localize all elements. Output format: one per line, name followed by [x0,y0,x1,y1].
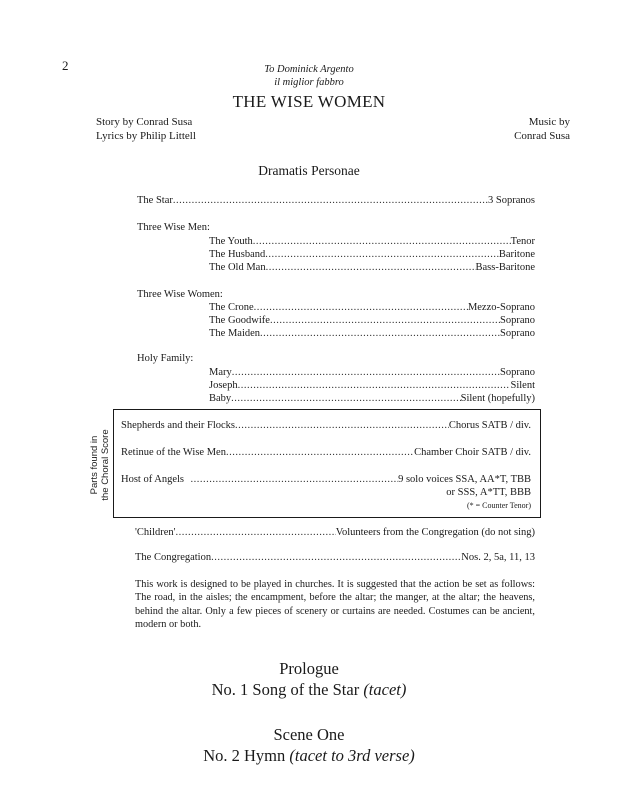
role-label: Retinue of the Wise Men [121,447,226,458]
music-credit-line-1: Music by [528,116,570,128]
role-voice: Silent (hopefully) [460,393,535,404]
role-label: The Congregation [135,552,212,563]
role-label: 'Children' [135,527,176,538]
dramatis-personae-heading: Dramatis Personae [258,163,360,178]
role-maiden [209,328,535,339]
credits-left [96,115,196,143]
role-baby [209,393,535,404]
group-wise-men: Three Wise Men: [137,222,210,233]
role-crone [209,302,535,313]
role-voice: Bass-Baritone [475,262,535,273]
scene-one-heading: Scene One [273,725,345,744]
leader-dots [173,195,488,206]
angels-alternative: or SSS, A*TT, BBB [446,487,531,498]
group-wise-women: Three Wise Women: [137,289,223,300]
staging-note: This work is designed to be played in churches. It is suggested that the action be set as follows: The road, in the aisles; the encampment, before the altar; the manger, at the altar; the heavens, behind the altar. Only a few pieces of scenery or curtains are needed. Costumes can be ancient, modern or both. [135,579,535,630]
counter-tenor-note: (* = Counter Tenor) [466,501,531,510]
role-voice: 3 Sopranos [488,195,535,206]
role-old-man [209,262,535,273]
role-shepherds [121,420,531,431]
role-voice: Silent [510,380,535,391]
dedication-line-1: To Dominick Argento [264,64,354,75]
role-voice: Tenor [510,236,535,247]
dedication-line-2: il miglior fabbro [274,77,344,88]
role-voice: Baritone [498,249,535,260]
side-label-text [89,421,111,509]
role-host-of-angels [121,474,531,485]
scene-one-number [0,746,618,766]
role-label: Baby [209,393,232,404]
role-voice: Volunteers from the Congregation (do not sing) [335,527,535,538]
story-credit: Story by Conrad Susa [96,116,193,128]
role-voice: Soprano [500,328,535,339]
role-label: The Husband [209,249,266,260]
leader-dots [232,367,500,378]
leader-dots [238,380,511,391]
role-voice: Mezzo-Soprano [467,302,535,313]
work-title: THE WISE WOMEN [232,92,386,111]
side-label-line-2: the Choral Score [100,429,111,501]
leader-dots [266,262,476,273]
role-label: The Maiden [209,328,261,339]
music-credit-line-2: Conrad Susa [514,130,570,142]
role-husband [209,249,535,260]
leader-dots [254,302,468,313]
prologue-heading: Prologue [279,659,339,678]
leader-dots [253,236,511,247]
role-label: Shepherds and their Flocks [121,420,236,431]
leader-dots [176,527,336,538]
role-voice: Soprano [500,367,535,378]
tacet-note: (tacet) [363,680,407,699]
role-label: Mary [209,367,232,378]
leader-dots [235,420,449,431]
role-joseph [209,380,535,391]
role-label: The Goodwife [209,315,270,326]
role-congregation [135,552,535,563]
prologue-number [0,680,618,700]
leader-dots [260,328,500,339]
role-star [137,195,535,206]
lyrics-credit: Lyrics by Philip Littell [96,130,196,142]
group-holy-family: Holy Family: [137,353,194,364]
role-label: Joseph [209,380,238,391]
leader-dots [191,474,399,485]
role-retinue [121,447,531,458]
number-title: No. 1 Song of the Star [211,680,360,699]
leader-dots [231,393,460,404]
tacet-note: (tacet to 3rd verse) [289,746,415,765]
leader-dots [265,249,499,260]
role-goodwife [209,315,535,326]
role-voice: Chorus SATB / div. [448,420,531,431]
role-label: The Crone [209,302,254,313]
credits-right [460,115,570,143]
role-children [135,527,535,538]
role-mary [209,367,535,378]
role-voice: Chamber Choir SATB / div. [414,447,531,458]
leader-dots [270,315,500,326]
role-label: The Old Man [209,262,266,273]
leader-dots [226,447,414,458]
role-label: Host of Angels [121,474,184,485]
role-label: The Star [137,195,173,206]
leader-dots [211,552,461,563]
dedication [0,63,618,89]
number-title: No. 2 Hymn [203,746,286,765]
role-label: The Youth [209,236,253,247]
side-label-line-1: Parts found in [89,435,100,495]
role-voice: 9 solo voices SSA, AA*T, TBB [398,474,531,485]
role-voice: Soprano [500,315,535,326]
role-youth [209,236,535,247]
page-number: 2 [62,58,69,73]
role-voice: Nos. 2, 5a, 11, 13 [461,552,535,563]
